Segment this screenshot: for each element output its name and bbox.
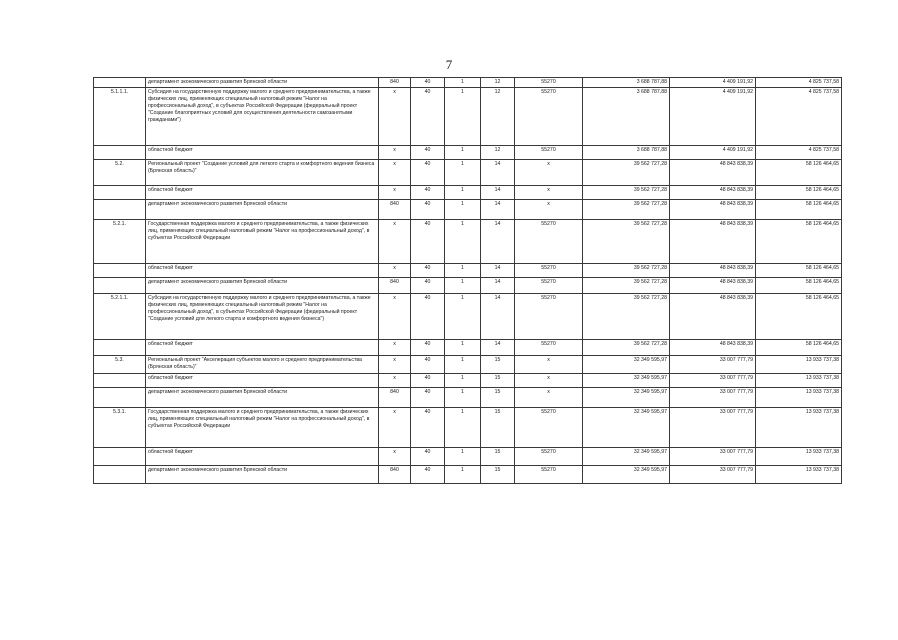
cell-amount-year-2: 33 007 777,79	[670, 466, 756, 484]
cell-subsection: 1	[445, 264, 481, 278]
cell-subsection: 1	[445, 340, 481, 356]
cell-name: Субсидия на государственную поддержку малого и среднего предпринимательства, а также физических лиц, применяющих специальный налоговый режим "Налог на профессиональный доход", в субъектах Российской Федерации (федеральный проект "Создание условий для легкого старта и комфортного ведения бизнеса")	[146, 294, 379, 340]
cell-grbs: х	[379, 448, 411, 466]
cell-amount-year-2: 33 007 777,79	[670, 356, 756, 374]
cell-subsection: 1	[445, 160, 481, 186]
table-row	[94, 466, 842, 484]
cell-index	[94, 374, 146, 388]
cell-grbs: х	[379, 186, 411, 200]
cell-amount-year-3: 58 126 464,65	[756, 200, 842, 220]
table-row	[94, 88, 842, 146]
cell-name: Государственная поддержка малого и среднего предпринимательства, а также физических лиц, применяющих специальный налоговый режим "Налог на профессиональный доход", в субъектах Российской Федерации	[146, 220, 379, 264]
cell-amount-year-3: 58 126 464,65	[756, 264, 842, 278]
cell-subsection: 1	[445, 294, 481, 340]
cell-amount-year-1: 39 562 727,28	[583, 160, 670, 186]
cell-amount-year-3: 58 126 464,65	[756, 186, 842, 200]
table-row	[94, 200, 842, 220]
budget-table	[93, 77, 842, 484]
cell-amount-year-1: 3 688 787,88	[583, 146, 670, 160]
cell-section: 40	[411, 146, 445, 160]
cell-grbs: х	[379, 294, 411, 340]
cell-section: 40	[411, 278, 445, 294]
cell-grbs: х	[379, 340, 411, 356]
cell-section: 40	[411, 160, 445, 186]
cell-amount-year-2: 48 843 838,39	[670, 294, 756, 340]
cell-target-article: 14	[481, 200, 515, 220]
cell-expense-type: 55270	[515, 466, 583, 484]
cell-expense-type: х	[515, 388, 583, 408]
cell-grbs: х	[379, 88, 411, 146]
cell-expense-type: 55270	[515, 88, 583, 146]
cell-expense-type: 55270	[515, 146, 583, 160]
cell-grbs: 840	[379, 78, 411, 88]
cell-expense-type: 55270	[515, 408, 583, 448]
cell-grbs: х	[379, 264, 411, 278]
page-number: 7	[445, 57, 453, 72]
cell-amount-year-1: 39 562 727,28	[583, 294, 670, 340]
cell-subsection: 1	[445, 146, 481, 160]
cell-section: 40	[411, 408, 445, 448]
cell-amount-year-3: 58 126 464,65	[756, 278, 842, 294]
cell-amount-year-3: 13 933 737,38	[756, 356, 842, 374]
cell-target-article: 15	[481, 466, 515, 484]
cell-amount-year-1: 32 349 595,97	[583, 388, 670, 408]
cell-target-article: 15	[481, 448, 515, 466]
cell-subsection: 1	[445, 408, 481, 448]
cell-grbs: 840	[379, 200, 411, 220]
cell-amount-year-1: 32 349 595,97	[583, 466, 670, 484]
cell-target-article: 14	[481, 264, 515, 278]
cell-target-article: 15	[481, 374, 515, 388]
cell-amount-year-3: 13 933 737,38	[756, 466, 842, 484]
cell-section: 40	[411, 264, 445, 278]
cell-target-article: 14	[481, 160, 515, 186]
cell-target-article: 12	[481, 146, 515, 160]
cell-amount-year-3: 4 825 737,58	[756, 88, 842, 146]
cell-section: 40	[411, 78, 445, 88]
cell-amount-year-2: 33 007 777,79	[670, 408, 756, 448]
cell-amount-year-1: 32 349 595,97	[583, 374, 670, 388]
cell-target-article: 12	[481, 78, 515, 88]
cell-subsection: 1	[445, 466, 481, 484]
table-row	[94, 264, 842, 278]
cell-name: департамент экономического развития Брянской области	[146, 278, 379, 294]
cell-amount-year-3: 58 126 464,65	[756, 294, 842, 340]
cell-index: 5.2.1.1.	[94, 294, 146, 340]
table-row	[94, 78, 842, 88]
cell-index	[94, 186, 146, 200]
cell-expense-type: 55270	[515, 278, 583, 294]
cell-amount-year-1: 39 562 727,28	[583, 340, 670, 356]
cell-index: 5.2.1.	[94, 220, 146, 264]
cell-amount-year-2: 48 843 838,39	[670, 340, 756, 356]
cell-name: областной бюджет	[146, 340, 379, 356]
cell-index: 5.3.1.	[94, 408, 146, 448]
cell-subsection: 1	[445, 78, 481, 88]
cell-amount-year-2: 48 843 838,39	[670, 160, 756, 186]
cell-amount-year-1: 39 562 727,28	[583, 200, 670, 220]
cell-amount-year-1: 39 562 727,28	[583, 186, 670, 200]
cell-expense-type: 55270	[515, 340, 583, 356]
cell-amount-year-3: 13 933 737,38	[756, 448, 842, 466]
cell-expense-type: 55270	[515, 448, 583, 466]
cell-name: департамент экономического развития Брянской области	[146, 78, 379, 88]
cell-index	[94, 78, 146, 88]
cell-expense-type: 55270	[515, 220, 583, 264]
cell-amount-year-2: 33 007 777,79	[670, 448, 756, 466]
cell-section: 40	[411, 388, 445, 408]
cell-index: 5.1.1.1.	[94, 88, 146, 146]
cell-amount-year-1: 32 349 595,97	[583, 408, 670, 448]
cell-expense-type: х	[515, 160, 583, 186]
cell-expense-type: 55270	[515, 78, 583, 88]
cell-expense-type: 55270	[515, 264, 583, 278]
cell-amount-year-1: 3 688 787,88	[583, 78, 670, 88]
cell-expense-type: 55270	[515, 294, 583, 340]
cell-index: 5.2.	[94, 160, 146, 186]
cell-amount-year-3: 4 825 737,58	[756, 146, 842, 160]
cell-expense-type: х	[515, 374, 583, 388]
table-row	[94, 278, 842, 294]
cell-amount-year-1: 32 349 595,97	[583, 356, 670, 374]
cell-amount-year-2: 48 843 838,39	[670, 200, 756, 220]
cell-amount-year-2: 48 843 838,39	[670, 264, 756, 278]
cell-section: 40	[411, 356, 445, 374]
cell-amount-year-2: 48 843 838,39	[670, 186, 756, 200]
cell-name: департамент экономического развития Брянской области	[146, 200, 379, 220]
cell-target-article: 12	[481, 88, 515, 146]
table-row	[94, 186, 842, 200]
cell-index	[94, 466, 146, 484]
cell-grbs: х	[379, 160, 411, 186]
cell-grbs: 840	[379, 388, 411, 408]
cell-section: 40	[411, 466, 445, 484]
cell-section: 40	[411, 220, 445, 264]
cell-section: 40	[411, 186, 445, 200]
cell-expense-type: х	[515, 356, 583, 374]
cell-subsection: 1	[445, 388, 481, 408]
cell-name: Государственная поддержка малого и среднего предпринимательства, а также физических лиц, применяющих специальный налоговый режим "Налог на профессиональный доход", в субъектах Российской Федерации	[146, 408, 379, 448]
cell-amount-year-3: 13 933 737,38	[756, 408, 842, 448]
table-row	[94, 146, 842, 160]
cell-target-article: 15	[481, 356, 515, 374]
cell-section: 40	[411, 294, 445, 340]
cell-grbs: 840	[379, 466, 411, 484]
table-row	[94, 448, 842, 466]
cell-grbs: х	[379, 374, 411, 388]
cell-grbs: 840	[379, 278, 411, 294]
table-row	[94, 388, 842, 408]
cell-name: областной бюджет	[146, 146, 379, 160]
cell-target-article: 14	[481, 220, 515, 264]
cell-amount-year-3: 58 126 464,65	[756, 160, 842, 186]
cell-name: Региональный проект "Создание условий для легкого старта и комфортного ведения бизнеса (Брянская область)"	[146, 160, 379, 186]
cell-expense-type: х	[515, 186, 583, 200]
cell-name: областной бюджет	[146, 374, 379, 388]
cell-index	[94, 278, 146, 294]
cell-grbs: х	[379, 220, 411, 264]
cell-amount-year-3: 13 933 737,38	[756, 374, 842, 388]
table-row	[94, 294, 842, 340]
cell-name: департамент экономического развития Брянской области	[146, 466, 379, 484]
cell-amount-year-2: 4 409 191,92	[670, 146, 756, 160]
cell-amount-year-2: 48 843 838,39	[670, 278, 756, 294]
cell-subsection: 1	[445, 356, 481, 374]
cell-target-article: 14	[481, 340, 515, 356]
cell-amount-year-3: 13 933 737,38	[756, 388, 842, 408]
cell-expense-type: х	[515, 200, 583, 220]
table-row	[94, 374, 842, 388]
cell-amount-year-3: 4 825 737,58	[756, 78, 842, 88]
cell-amount-year-1: 39 562 727,28	[583, 220, 670, 264]
table-row	[94, 220, 842, 264]
cell-name: департамент экономического развития Брянской области	[146, 388, 379, 408]
cell-name: Субсидия на государственную поддержку малого и среднего предпринимательства, а также физических лиц, применяющих специальный налоговый режим "Налог на профессиональный доход", в субъектах Российской Федерации (федеральный проект "Создание благоприятных условий для осуществления деятельности самозанятыми гражданами")	[146, 88, 379, 146]
cell-section: 40	[411, 374, 445, 388]
cell-amount-year-2: 33 007 777,79	[670, 374, 756, 388]
cell-section: 40	[411, 340, 445, 356]
cell-subsection: 1	[445, 200, 481, 220]
table-row	[94, 160, 842, 186]
cell-subsection: 1	[445, 220, 481, 264]
table-row	[94, 340, 842, 356]
cell-amount-year-3: 58 126 464,65	[756, 340, 842, 356]
cell-target-article: 15	[481, 408, 515, 448]
cell-amount-year-2: 4 409 191,92	[670, 78, 756, 88]
cell-subsection: 1	[445, 448, 481, 466]
cell-amount-year-2: 4 409 191,92	[670, 88, 756, 146]
cell-index	[94, 200, 146, 220]
cell-index	[94, 340, 146, 356]
cell-amount-year-3: 58 126 464,65	[756, 220, 842, 264]
cell-index	[94, 388, 146, 408]
table-row	[94, 408, 842, 448]
cell-name: областной бюджет	[146, 264, 379, 278]
cell-name: областной бюджет	[146, 448, 379, 466]
cell-amount-year-1: 39 562 727,28	[583, 278, 670, 294]
cell-index	[94, 146, 146, 160]
cell-amount-year-2: 33 007 777,79	[670, 388, 756, 408]
cell-target-article: 15	[481, 388, 515, 408]
cell-section: 40	[411, 88, 445, 146]
cell-target-article: 14	[481, 278, 515, 294]
table-body	[94, 78, 842, 484]
cell-index	[94, 264, 146, 278]
cell-grbs: х	[379, 146, 411, 160]
cell-index	[94, 448, 146, 466]
cell-name: областной бюджет	[146, 186, 379, 200]
cell-amount-year-1: 3 688 787,88	[583, 88, 670, 146]
cell-section: 40	[411, 448, 445, 466]
cell-amount-year-2: 48 843 838,39	[670, 220, 756, 264]
cell-subsection: 1	[445, 88, 481, 146]
cell-subsection: 1	[445, 186, 481, 200]
cell-subsection: 1	[445, 278, 481, 294]
cell-target-article: 14	[481, 186, 515, 200]
cell-grbs: х	[379, 356, 411, 374]
cell-amount-year-1: 39 562 727,28	[583, 264, 670, 278]
cell-name: Региональный проект "Акселерация субъектов малого и среднего предпринимательства (Брянская область)"	[146, 356, 379, 374]
cell-index: 5.3.	[94, 356, 146, 374]
cell-target-article: 14	[481, 294, 515, 340]
cell-subsection: 1	[445, 374, 481, 388]
table-row	[94, 356, 842, 374]
cell-amount-year-1: 32 349 595,97	[583, 448, 670, 466]
cell-grbs: х	[379, 408, 411, 448]
cell-section: 40	[411, 200, 445, 220]
